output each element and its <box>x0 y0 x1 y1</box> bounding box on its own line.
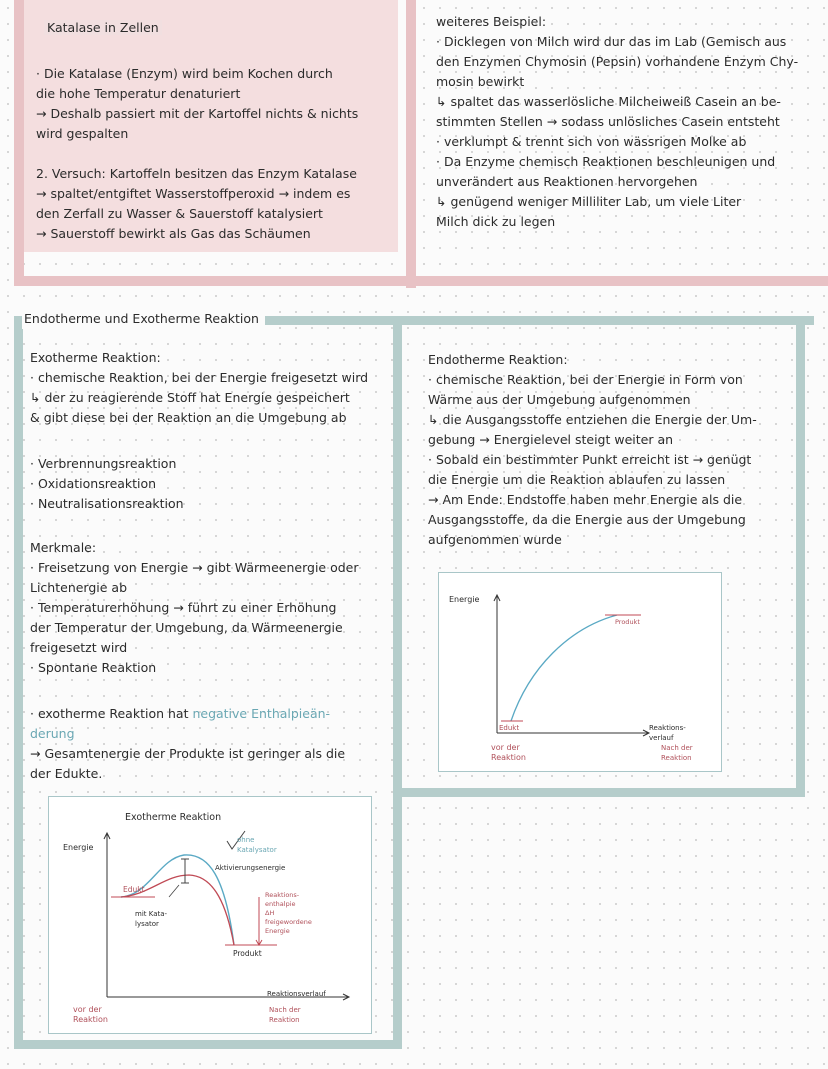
text-line: · Spontane Reaktion <box>30 660 157 675</box>
text-line: · chemische Reaktion, bei der Energie in Form von <box>428 372 743 387</box>
katalase-title: Katalase in Zellen <box>44 18 162 38</box>
text-line: aufgenommen wurde <box>428 532 562 547</box>
text-line: den Enzymen Chymosin (Pepsin) vorhandene Enzym Chy- <box>436 54 799 69</box>
text-line: ↳ die Ausgangsstoffe entziehen die Energie der Um- <box>428 412 757 427</box>
exo-after-label: Nach der Reaktion <box>269 1006 301 1024</box>
list-item: · Verbrennungsreaktion <box>30 456 177 471</box>
endo-chart <box>438 572 722 772</box>
endo-educt-label: Edukt <box>499 724 520 732</box>
text-line: → Am Ende: Endstoffe haben mehr Energie als die <box>428 492 743 507</box>
text-line <box>30 704 345 724</box>
exo-list <box>30 454 184 514</box>
endo-title: Endotherme Reaktion: <box>428 352 568 367</box>
text-line: unverändert aus Reaktionen hervorgehen <box>436 174 698 189</box>
endo-section <box>428 350 757 550</box>
text-line: · Die Katalase (Enzym) wird beim Kochen durch <box>36 66 333 81</box>
katalase-paragraph-2 <box>36 164 357 244</box>
teal-frame-right <box>796 316 805 796</box>
endo-y-label: Energie <box>449 595 480 604</box>
text-line: Ausgangsstoffe, da die Energie aus der Umgebung <box>428 512 746 527</box>
text-line: → spaltet/entgiftet Wasserstoffperoxid → indem es <box>36 186 351 201</box>
text-line: · verklumpt & trennt sich von wässrigen Molke ab <box>436 134 747 149</box>
pink-frame-bottom <box>14 276 828 286</box>
endo-product-label: Produkt <box>615 618 640 626</box>
text-line: → Deshalb passiert mit der Kartoffel nichts & nichts <box>36 106 359 121</box>
text-line: mosin bewirkt <box>436 74 525 89</box>
katalase-paragraph-1 <box>36 64 358 144</box>
enthalpie-highlight-2: derung <box>30 726 75 741</box>
exo-y-label: Energie <box>63 843 94 852</box>
text-line: → Gesamtenergie der Produkte ist geringer als die <box>30 746 346 761</box>
text-line: gebung → Energielevel steigt weiter an <box>428 432 674 447</box>
text-line: & gibt diese bei der Reaktion an die Umgebung ab <box>30 410 347 425</box>
text-line: · Da Enzyme chemisch Reaktionen beschleunigen und <box>436 154 776 169</box>
text-line: · Freisetzung von Energie → gibt Wärmeenergie oder <box>30 560 359 575</box>
text-line: 2. Versuch: Kartoffeln besitzen das Enzym Katalase <box>36 166 357 181</box>
exo-title: Exotherme Reaktion: <box>30 350 161 365</box>
teal-frame-bottom <box>14 1040 402 1049</box>
text-line: die hohe Temperatur denaturiert <box>36 86 241 101</box>
teal-frame-divider <box>393 788 805 797</box>
text-line: Lichtenergie ab <box>30 580 128 595</box>
exo-edukt-label: Edukt <box>123 885 145 894</box>
exo-enthalpie <box>30 704 345 784</box>
exo-before-label: vor der Reaktion <box>73 1005 108 1024</box>
text-line: stimmten Stellen → sodass unlösliches Casein entsteht <box>436 114 780 129</box>
text-line: · Temperaturerhöhung → führt zu einer Erhöhung <box>30 600 337 615</box>
pink-frame-left <box>14 0 24 278</box>
exo-x-label: Reaktionsverlauf <box>267 990 326 998</box>
text-line: freigesetzt wird <box>30 640 128 655</box>
exo-mit-label: mit Kata- lysator <box>135 910 168 928</box>
text-line: ↳ genügend weniger Milliliter Lab, um viele Liter <box>436 194 742 209</box>
exo-section <box>30 348 368 428</box>
text-line: ↳ spaltet das wasserlösliche Milcheiweiß Casein an be- <box>436 94 781 109</box>
list-item: · Oxidationsreaktion <box>30 476 157 491</box>
exo-enthalpie-label: Reaktions- enthalpie ΔH freigewordene Energie <box>265 891 312 935</box>
text-line: · Sobald ein bestimmter Punkt erreicht ist → genügt <box>428 452 752 467</box>
teal-frame-left <box>14 316 23 1048</box>
enthalpie-prefix: · exotherme Reaktion hat <box>30 706 189 721</box>
text-line: wird gespalten <box>36 126 129 141</box>
exo-merkmale <box>30 538 359 678</box>
text-line: → Sauerstoff bewirkt als Gas das Schäumen <box>36 226 311 241</box>
enthalpie-highlight: negative Enthalpieän- <box>192 706 331 721</box>
text-line: den Zerfall zu Wasser & Sauerstoff katalysiert <box>36 206 323 221</box>
text-line: der Temperatur der Umgebung, da Wärmeenergie <box>30 620 343 635</box>
pointer-arrow <box>169 885 179 897</box>
endo-x-label: Reaktions- verlauf <box>649 724 686 742</box>
text-line: ↳ der zu reagierende Stoff hat Energie gespeichert <box>30 390 350 405</box>
exo-chart-title: Exotherme Reaktion <box>125 812 222 823</box>
text-line: · chemische Reaktion, bei der Energie freigesetzt wird <box>30 370 369 385</box>
teal-frame-mid <box>393 316 402 1048</box>
text-line: Wärme aus der Umgebung aufgenommen <box>428 392 691 407</box>
merkmale-title: Merkmale: <box>30 540 97 555</box>
exo-ohne-label: ohne Katalysator <box>237 836 277 854</box>
text-line: Milch dick zu legen <box>436 214 556 229</box>
pink-frame-mid <box>406 0 416 288</box>
endo-before-label: vor der Reaktion <box>491 743 526 762</box>
list-item: · Neutralisationsreaktion <box>30 496 184 511</box>
beispiel-text <box>436 12 798 232</box>
endo-after-label: Nach der Reaktion <box>661 744 693 762</box>
text-line: die Energie um die Reaktion ablaufen zu lassen <box>428 472 726 487</box>
section-title: Endotherme und Exotherme Reaktion <box>22 309 265 329</box>
reaction-curve <box>511 615 617 721</box>
beispiel-title: weiteres Beispiel: <box>436 14 547 29</box>
exo-chart <box>48 796 372 1034</box>
text-line: der Edukte. <box>30 766 103 781</box>
exo-produkt-label: Produkt <box>233 949 262 958</box>
text-line: · Dicklegen von Milch wird dur das im Lab (Gemisch aus <box>436 34 787 49</box>
exo-aktivierung-label: Aktivierungsenergie <box>215 864 286 872</box>
